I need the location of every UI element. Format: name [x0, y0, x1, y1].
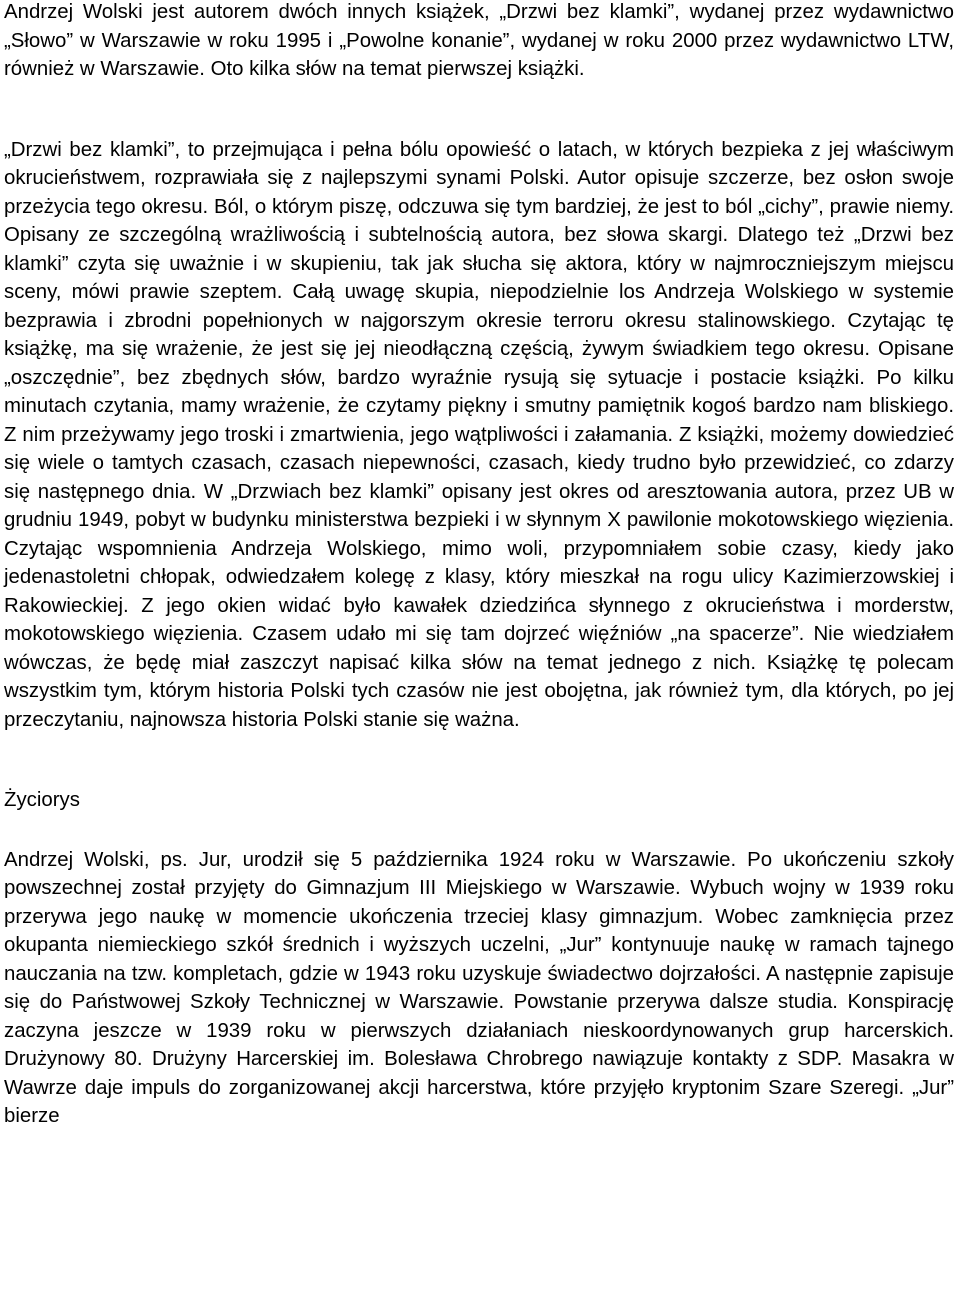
paragraph-spacer [4, 815, 954, 846]
review-paragraph: „Drzwi bez klamki”, to przejmująca i pełna bólu opowieść o latach, w których bezpieka z jej właściwym okrucieństwem, rozprawiała się z najlepszymi synami Polski. Autor opisuje szczerze, bez osłon swoje przeżycia tego okresu. Ból, o którym piszę, odczuwa się tym bardziej, że jest to ból „cichy”, prawie niemy. Opisany ze szczególną wrażliwością i subtelnością autora, bez słowa skargi. Dlatego też „Drzwi bez klamki” czyta się uważnie i w skupieniu, tak jak słucha się aktora, który w najmroczniejszym miejscu sceny, mówi prawie szeptem. Całą uwagę skupia, niepodzielnie los Andrzeja Wolskiego w systemie bezprawia i zbrodni popełnionych w najgorszym okresie terroru okresu stalinowskiego. Czytając tę książkę, ma się wrażenie, że jest się jej nieodłączną częścią, żywym świadkiem tego okresu. Opisane „oszczędnie”, bez zbędnych słów, bardzo wyraźnie rysują się sytuacje i postacie książki. Po kilku minutach czytania, mamy wrażenie, że czytamy piękny i smutny pamiętnik kogoś bardzo nam bliskiego. Z nim przeżywamy jego troski i zmartwienia, jego wątpliwości i załamania. Z książki, możemy dowiedzieć się wiele o tamtych czasach, czasach niepewności, czasach, kiedy trudno było przewidzieć, co zdarzy się następnego dnia. W „Drzwiach bez klamki” opisany jest okres od aresztowania autora, przez UB w grudniu 1949, pobyt w budynku ministerstwa bezpieki i w słynnym X pawilonie mokotowskiego więzienia. Czytając wspomnienia Andrzeja Wolskiego, mimo woli, przypomniałem sobie czasy, kiedy jako jedenastoletni chłopak, odwiedzałem kolegę z klasy, który mieszkał na rogu ulicy Kazimierzowskiej i Rakowieckiej. Z jego okien widać było kawałek dziedzińca słynnego z okrucieństwa i morderstw, mokotowskiego więzienia. Czasem udało mi się tam dojrzeć więźniów „na spacerze”. Nie wiedziałem wówczas, że będę miał zaszczyt napisać kilka słów na temat jednego z nich. Książkę tę polecam wszystkim tym, którym historia Polski tych czasów nie jest obojętna, jak również tym, dla których, po jej przeczytaniu, najnowsza historia Polski stanie się ważna. [4, 138, 954, 731]
paragraph-spacer [4, 84, 954, 136]
section-heading-biography: Życiorys [4, 789, 80, 811]
intro-paragraph: Andrzej Wolski jest autorem dwóch innych książek, „Drzwi bez klamki”, wydanej przez wydawnictwo „Słowo” w Warszawie w roku 1995 i „Powolne konanie”, wydanej w roku 2000 przez wydawnictwo LTW, również w Warszawie. Oto kilka słów na temat pierwszej książki. [4, 1, 954, 80]
paragraph-spacer [4, 734, 954, 786]
biography-paragraph: Andrzej Wolski, ps. Jur, urodził się 5 października 1924 roku w Warszawie. Po ukończeniu szkoły powszechnej został przyjęty do Gimnazjum III Miejskiego w Warszawie. Wybuch wojny w 1939 roku przerywa jego naukę w momencie ukończenia trzeciej klasy gimnazjum. Wobec zamknięcia przez okupanta niemieckiego szkół średnich i wyższych uczelni, „Jur” kontynuuje naukę w ramach tajnego nauczania na tzw. kompletach, gdzie w 1943 roku uzyskuje świadectwo dojrzałości. A następnie zapisuje się do Państwowej Szkoły Technicznej w Warszawie. Powstanie przerywa dalsze studia. Konspirację zaczyna jeszcze w 1939 roku w pierwszych działaniach nieskoordynowanych grup harcerskich. Drużynowy 80. Drużyny Harcerskiej im. Bolesława Chrobrego nawiązuje kontakty z SDP. Masakra w Wawrze daje impuls do zorganizowanej akcji harcerstwa, które przyjęło kryptonim Szare Szeregi. „Jur” bierze [4, 848, 954, 1127]
